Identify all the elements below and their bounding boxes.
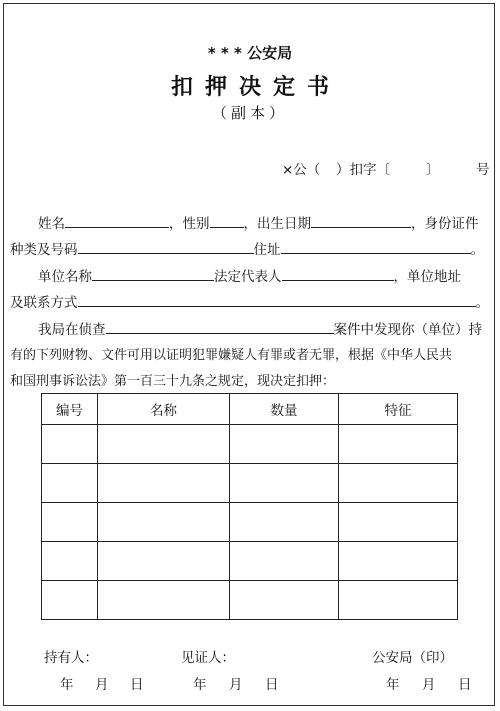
unit-name-field[interactable] (92, 267, 214, 281)
table-row (42, 425, 458, 464)
header-name: 名称 (98, 394, 230, 425)
dob-field[interactable] (311, 214, 411, 228)
header-number: 编号 (42, 394, 98, 425)
bureau-seal-label: 公安局（印） (372, 650, 453, 666)
table-header-row (42, 394, 458, 425)
table-row (42, 542, 458, 581)
body-line-2: 有的下列财物、文件可用以证明犯罪嫌疑人有罪或者无罪，根据《中华人民共 (10, 348, 453, 363)
doc-number-prefix: ×公（ (282, 162, 321, 178)
header-quantity: 数量 (230, 394, 339, 425)
id-number-field[interactable] (78, 240, 254, 254)
bureau-date-day: 日 (458, 677, 472, 693)
holder-date-month: 月 (95, 677, 109, 693)
bureau-date-year: 年 (386, 677, 400, 693)
name-label: 姓名 (38, 216, 65, 232)
legal-rep-label: 法定代表人 (214, 269, 282, 285)
witness-label: 见证人： (181, 650, 235, 666)
address-field[interactable] (281, 240, 471, 254)
holder-date-day: 日 (130, 677, 144, 693)
cell-number[interactable] (42, 464, 98, 503)
body-line-1-a: 我局在侦查 (38, 322, 106, 338)
cell-feature[interactable] (339, 464, 458, 503)
unit-address-label-1: ，单位地址 (393, 269, 461, 285)
cell-name[interactable] (98, 464, 230, 503)
id-row (10, 240, 484, 259)
id-label-2: 种类及号码 (10, 242, 78, 258)
bureau-date-month: 月 (422, 677, 436, 693)
unit-row (38, 267, 461, 286)
seizure-table (41, 393, 458, 620)
cell-quantity[interactable] (230, 425, 339, 464)
cell-quantity[interactable] (230, 581, 339, 620)
body-line-1-b: 案件中发现你（单位）持 (333, 322, 482, 338)
cell-feature[interactable] (339, 542, 458, 581)
cell-feature[interactable] (339, 425, 458, 464)
cell-number[interactable] (42, 542, 98, 581)
cell-name[interactable] (98, 425, 230, 464)
unit-name-label: 单位名称 (38, 269, 92, 285)
contact-row (10, 293, 489, 312)
gender-field[interactable] (210, 214, 244, 228)
table-row (42, 581, 458, 620)
cell-feature[interactable] (339, 581, 458, 620)
witness-date-year: 年 (193, 677, 207, 693)
cell-number[interactable] (42, 503, 98, 542)
doc-number-close: 〕 (426, 162, 440, 178)
doc-number-suffix: 号 (476, 162, 490, 178)
cell-name[interactable] (98, 503, 230, 542)
contact-field[interactable] (78, 293, 476, 307)
body-line-3: 和国刑事诉讼法》第一百三十九条之规定，现决定扣押： (10, 374, 336, 389)
legal-rep-field[interactable] (282, 267, 394, 281)
period-mark: 。 (470, 242, 484, 258)
document-subtitle: （副本） (211, 104, 288, 122)
header-feature: 特征 (339, 394, 458, 425)
name-row (38, 214, 479, 233)
gender-label: ，性别 (169, 216, 210, 232)
table-row (42, 464, 458, 503)
cell-feature[interactable] (339, 503, 458, 542)
doc-number-mid: ）扣字〔 (336, 162, 390, 178)
witness-date-month: 月 (229, 677, 243, 693)
document-title: 扣押决定书 (170, 75, 341, 100)
witness-date-day: 日 (265, 677, 279, 693)
cell-name[interactable] (98, 542, 230, 581)
agency-name: * * * 公安局 (207, 44, 293, 62)
cell-quantity[interactable] (230, 464, 339, 503)
cell-quantity[interactable] (230, 503, 339, 542)
name-field[interactable] (65, 214, 169, 228)
holder-date-year: 年 (60, 677, 74, 693)
case-name-field[interactable] (106, 320, 334, 334)
holder-label: 持有人： (44, 650, 98, 666)
id-label-1: ，身份证件 (411, 216, 479, 232)
dob-label: ，出生日期 (243, 216, 311, 232)
table-row (42, 503, 458, 542)
cell-name[interactable] (98, 581, 230, 620)
address-label: 住址 (253, 242, 281, 258)
cell-quantity[interactable] (230, 542, 339, 581)
cell-number[interactable] (42, 425, 98, 464)
body-line-1 (38, 320, 482, 339)
period-mark-2: 。 (475, 295, 489, 311)
unit-address-label-2: 及联系方式 (10, 295, 78, 311)
cell-number[interactable] (42, 581, 98, 620)
